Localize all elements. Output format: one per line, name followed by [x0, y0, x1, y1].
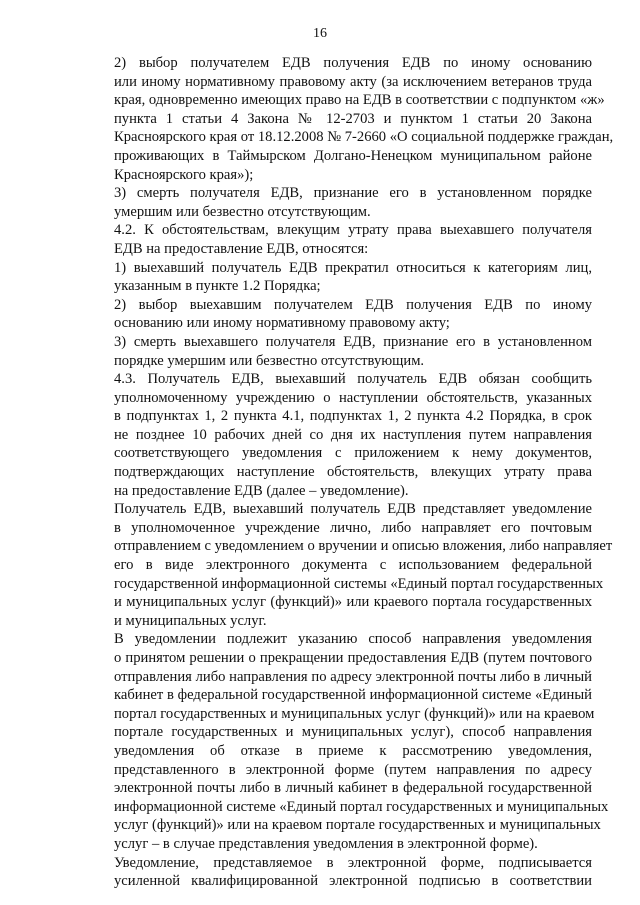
text-line: государственной информационной системы «Единый портал государственных	[114, 575, 604, 592]
text-line: Уведомление, представляемое в электронной форме, подписывается	[114, 854, 592, 871]
text-line: усиленной квалифицированной электронной подписью в соответствии	[114, 873, 592, 890]
text-line: и муниципальных услуг (функций)» или краевого портала государственных	[114, 594, 592, 611]
text-line: Красноярского края»);	[114, 166, 254, 183]
text-line: указанным в пункте 1.2 Порядка;	[114, 278, 321, 295]
text-line: 4.2. К обстоятельствам, влекущим утрату права выехавшего получателя	[114, 222, 592, 239]
text-line: ЕДВ на предоставление ЕДВ, относятся:	[114, 240, 369, 257]
text-line: края, одновременно имеющих право на ЕДВ в соответствии с подпунктом «ж»	[114, 92, 605, 109]
text-line: 2) выбор выехавшим получателем ЕДВ получения ЕДВ по иному	[114, 296, 592, 313]
paragraph-1	[80, 54, 614, 184]
text-line: о принятом решении о прекращении предоставления ЕДВ (путем почтового	[114, 650, 592, 666]
text-line: соответствующего уведомления с приложением к нему документов,	[114, 445, 592, 462]
text-line: не позднее 10 рабочих дней со дня их наступления путем направления	[114, 426, 592, 443]
paragraph-6	[80, 333, 592, 370]
text-line: или иному нормативному правовому акту (за исключением ветеранов труда	[114, 73, 592, 90]
paragraph-4	[80, 259, 592, 296]
text-line: на предоставление ЕДВ (далее – уведомление).	[114, 482, 409, 499]
text-line: кабинет в федеральной государственной информационной системе «Единый	[114, 687, 592, 704]
text-line: Красноярского края от 18.12.2008 № 7-2660 «О социальной поддержке граждан,	[114, 129, 614, 146]
text-line: услуг (функций)» или на краевом портале государственных и муниципальных	[114, 817, 601, 834]
text-line: отправления либо направления по адресу электронной почты либо в личный	[114, 668, 592, 685]
text-line: и муниципальных услуг.	[114, 612, 267, 629]
text-line: уведомления об отказе в приеме к рассмотрению уведомления,	[114, 742, 592, 759]
paragraph-10	[80, 854, 592, 891]
text-line: 2) выбор получателем ЕДВ получения ЕДВ по иному основанию	[114, 55, 592, 71]
text-line: в подпунктах 1, 2 пункта 4.1, подпунктах 1, 2 пункта 4.2 Порядка, в срок	[114, 408, 592, 425]
paragraph-7	[80, 370, 592, 500]
paragraph-9	[80, 630, 609, 853]
document-body	[80, 54, 614, 891]
text-line: отправлением с уведомлением о вручении и описью вложения, либо направляет	[114, 538, 613, 555]
text-line: электронной почты либо в личный кабинет в федеральной государственной	[114, 780, 592, 797]
text-line: портале государственных и муниципальных услуг), способ направления	[114, 724, 592, 741]
text-line: информационной системе «Единый портал государственных и муниципальных	[114, 798, 609, 815]
text-line: 1) выехавший получатель ЕДВ прекратил относиться к категориям лиц,	[114, 259, 592, 276]
text-line: портал государственных и муниципальных услуг (функций)» или на краевом	[114, 705, 595, 722]
text-line: 3) смерть получателя ЕДВ, признание его в установленном порядке	[114, 185, 592, 202]
text-line: подтверждающих наступление обстоятельств, влекущих утрату права	[114, 464, 592, 481]
text-line: услуг – в случае представления уведомления в электронной форме).	[114, 835, 538, 852]
text-line: порядке умершим или безвестно отсутствующим.	[114, 352, 425, 369]
text-line: уполномоченному учреждению о наступлении обстоятельств, указанных	[114, 389, 592, 406]
paragraph-3	[80, 221, 592, 258]
page-number: 16	[313, 26, 327, 41]
text-line: в уполномоченное учреждение лично, либо направляет его почтовым	[114, 519, 592, 536]
text-line: пункта 1 статьи 4 Закона № 12-2703 и пунктом 1 статьи 20 Закона	[114, 110, 592, 127]
paragraph-2	[80, 184, 592, 221]
text-line: основанию или иному нормативному правовому акту;	[114, 315, 450, 332]
text-line: В уведомлении подлежит указанию способ направления уведомления	[114, 631, 592, 648]
text-line: Получатель ЕДВ, выехавший получатель ЕДВ представляет уведомление	[114, 501, 592, 518]
text-line: 3) смерть выехавшего получателя ЕДВ, признание его в установленном	[114, 333, 592, 350]
text-line: проживающих в Таймырском Долгано-Ненецком муниципальном районе	[114, 147, 592, 164]
paragraph-5	[80, 296, 592, 333]
text-line: умершим или безвестно отсутствующим.	[114, 203, 371, 220]
paragraph-8	[80, 500, 613, 630]
text-line: представленного в электронной форме (путем направления по адресу	[114, 761, 592, 778]
text-line: его в виде электронного документа с использованием федеральной	[114, 557, 592, 574]
text-line: 4.3. Получатель ЕДВ, выехавший получатель ЕДВ обязан сообщить	[114, 371, 592, 388]
